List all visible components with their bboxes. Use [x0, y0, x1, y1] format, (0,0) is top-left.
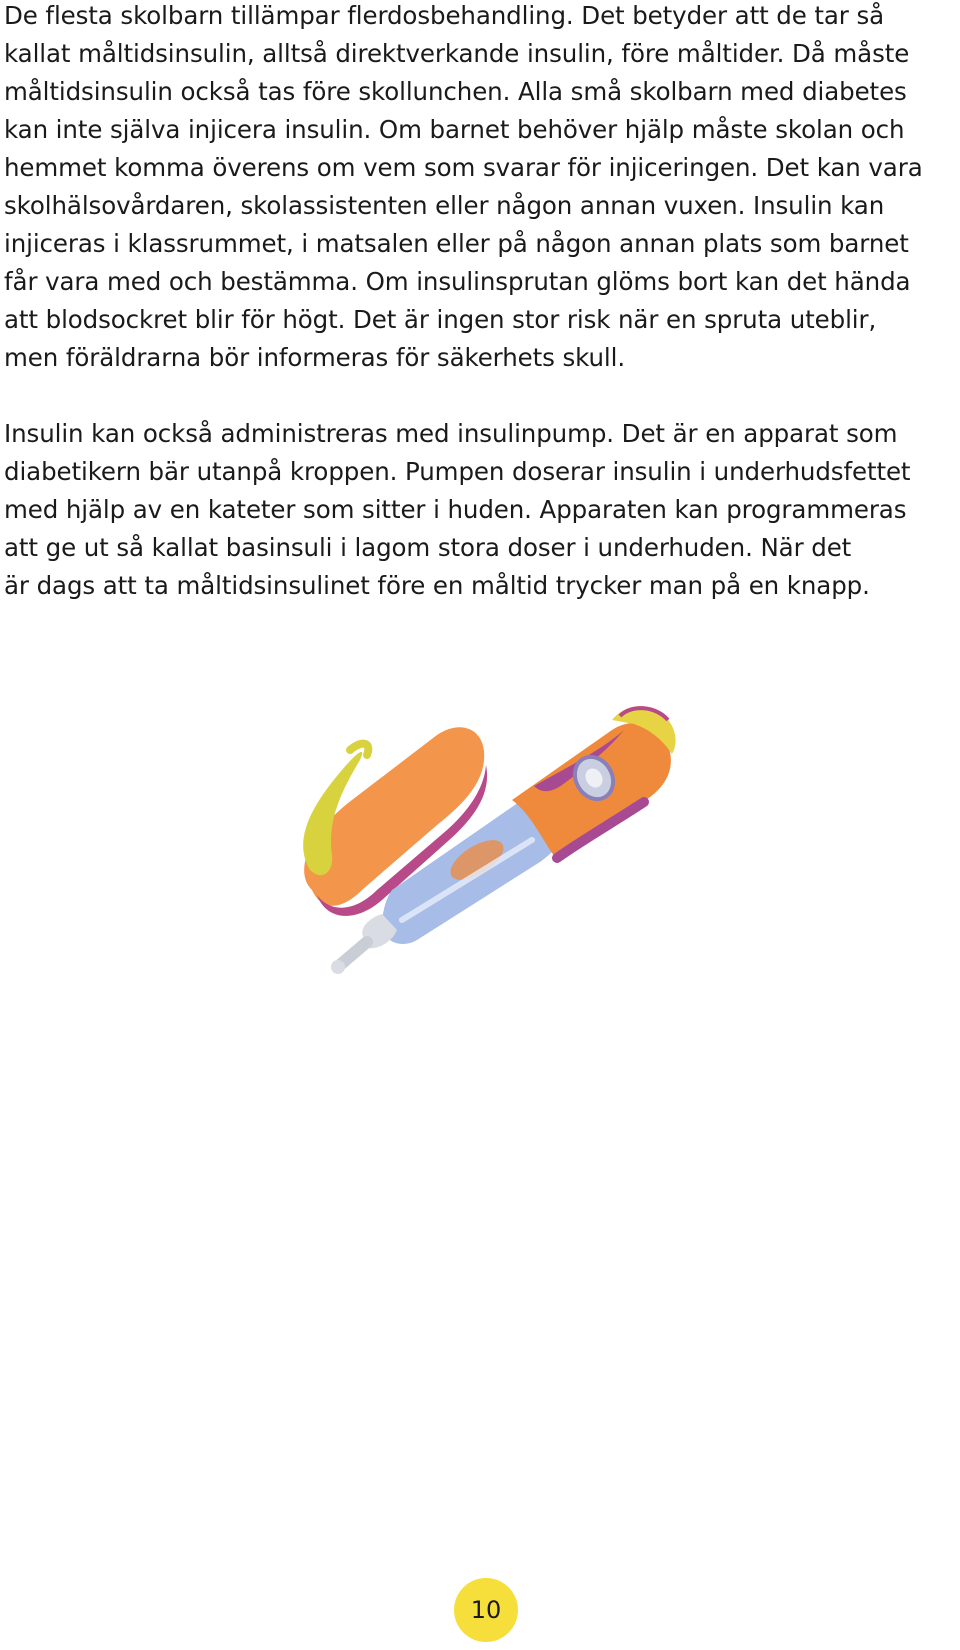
page-number-badge [454, 1578, 518, 1642]
text-line: Insulin kan också administreras med insulinpump. Det är en apparat som [4, 419, 898, 448]
paragraph-spacer [4, 377, 954, 415]
text-line: diabetikern bär utanpå kroppen. Pumpen doserar insulin i underhudsfettet [4, 457, 911, 486]
insulin-pen-icon [272, 690, 722, 980]
paragraph-2 [4, 415, 954, 605]
body-text [4, 0, 954, 605]
text-line: skolhälsovårdaren, skolassistenten eller någon annan vuxen. Insulin kan [4, 191, 885, 220]
insulin-pen-illustration [272, 690, 722, 980]
text-line: måltidsinsulin också tas före skollunchen. Alla små skolbarn med diabetes [4, 77, 907, 106]
text-line: kallat måltidsinsulin, alltså direktverkande insulin, före måltider. Då måste [4, 39, 910, 68]
text-line: men föräldrarna bör informeras för säkerhets skull. [4, 343, 626, 372]
page-number: 10 [470, 1596, 502, 1624]
text-line: hemmet komma överens om vem som svarar för injiceringen. Det kan vara [4, 153, 923, 182]
text-line: att blodsockret blir för högt. Det är ingen stor risk när en spruta uteblir, [4, 305, 877, 334]
text-line: att ge ut så kallat basinsuli i lagom stora doser i underhuden. När det [4, 533, 852, 562]
text-line: får vara med och bestämma. Om insulinsprutan glöms bort kan det hända [4, 267, 911, 296]
text-line: är dags att ta måltidsinsulinet före en måltid trycker man på en knapp. [4, 571, 870, 600]
text-line: kan inte själva injicera insulin. Om barnet behöver hjälp måste skolan och [4, 115, 905, 144]
text-line: med hjälp av en kateter som sitter i huden. Apparaten kan programmeras [4, 495, 907, 524]
text-line: De flesta skolbarn tillämpar flerdosbehandling. Det betyder att de tar så [4, 1, 885, 30]
text-line: injiceras i klassrummet, i matsalen eller på någon annan plats som barnet [4, 229, 909, 258]
paragraph-1 [4, 0, 954, 377]
